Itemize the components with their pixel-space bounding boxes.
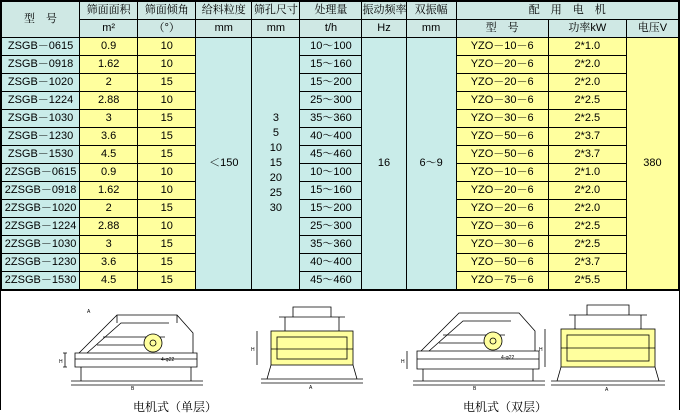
cell-screen-area: 2.88 <box>80 92 138 110</box>
header-amplitude: 双振幅 <box>406 2 456 20</box>
svg-text:4-φ22: 4-φ22 <box>161 357 175 363</box>
svg-text:H: H <box>401 359 405 365</box>
cell-motor-power: 2*3.7 <box>548 146 626 164</box>
cell-model: ZSGB－1224 <box>2 92 80 110</box>
svg-text:4-φ22: 4-φ22 <box>501 355 515 361</box>
cell-motor-power: 2*2.5 <box>548 218 626 236</box>
cell-model: ZSGB－1530 <box>2 146 80 164</box>
cell-motor-model: YZO－30－6 <box>456 236 548 254</box>
table-row <box>2 182 679 200</box>
caption-double-layer: 电机式（双层） <box>462 400 547 414</box>
cell-motor-model: YZO－30－6 <box>456 92 548 110</box>
cell-screen-angle: 15 <box>138 272 196 290</box>
cell-screen-angle: 10 <box>138 218 196 236</box>
header-capacity: 处理量 <box>300 2 362 20</box>
cell-screen-angle: 10 <box>138 164 196 182</box>
table-row <box>2 254 679 272</box>
svg-text:H: H <box>251 347 255 353</box>
table-row <box>2 110 679 128</box>
cell-capacity: 45～460 <box>300 272 362 290</box>
header-motor-model: 型 号 <box>456 20 548 38</box>
cell-screen-area: 3.6 <box>80 254 138 272</box>
figure-double-layer-front <box>531 293 680 391</box>
cell-motor-power: 2*2.0 <box>548 200 626 218</box>
cell-model: 2ZSGB－1224 <box>2 218 80 236</box>
cell-screen-angle: 15 <box>138 110 196 128</box>
cell-capacity: 15～200 <box>300 200 362 218</box>
svg-text:A: A <box>309 385 313 391</box>
cell-model: ZSGB－1020 <box>2 74 80 92</box>
header-motor-power: 功率kW <box>548 20 626 38</box>
cell-motor-model: YZO－30－6 <box>456 218 548 236</box>
cell-screen-area: 1.62 <box>80 56 138 74</box>
cell-screen-area: 2.88 <box>80 218 138 236</box>
header-motor-group: 配 用 电 机 <box>456 2 678 20</box>
cell-model: 2ZSGB－1230 <box>2 254 80 272</box>
cell-screen-area: 2 <box>80 74 138 92</box>
header-vib-freq: 振动频率 <box>362 2 406 20</box>
cell-motor-model: YZO－30－6 <box>456 110 548 128</box>
cell-capacity: 15～200 <box>300 74 362 92</box>
cell-motor-model: YZO－50－6 <box>456 146 548 164</box>
cell-motor-power: 2*5.5 <box>548 272 626 290</box>
header-model: 型 号 <box>2 2 80 38</box>
header-screen-angle: 筛面倾角 <box>138 2 196 20</box>
cell-motor-model: YZO－10－6 <box>456 38 548 56</box>
cell-screen-area: 2 <box>80 200 138 218</box>
cell-motor-power: 2*3.7 <box>548 128 626 146</box>
cell-motor-model: YZO－20－6 <box>456 200 548 218</box>
svg-text:B: B <box>473 386 477 391</box>
cell-feed-size: ＜150 <box>196 38 252 290</box>
cell-motor-power: 2*1.0 <box>548 38 626 56</box>
cell-model: 2ZSGB－1030 <box>2 236 80 254</box>
cell-motor-power: 2*2.5 <box>548 236 626 254</box>
cell-capacity: 35～360 <box>300 236 362 254</box>
cell-capacity: 15～160 <box>300 56 362 74</box>
cell-screen-area: 3 <box>80 110 138 128</box>
table-row <box>2 38 679 56</box>
cell-amplitude: 6～9 <box>406 38 456 290</box>
cell-motor-power: 2*2.0 <box>548 56 626 74</box>
table-row <box>2 272 679 290</box>
cell-motor-power: 2*2.0 <box>548 182 626 200</box>
cell-model: ZSGB－0918 <box>2 56 80 74</box>
cell-capacity: 15～160 <box>300 182 362 200</box>
cell-motor-power: 2*2.0 <box>548 74 626 92</box>
cell-capacity: 25～300 <box>300 92 362 110</box>
specification-table <box>1 1 679 290</box>
unit-screen-angle: （°） <box>138 20 196 38</box>
cell-mesh-size: 3 5 10 15 20 25 30 <box>252 38 300 290</box>
cell-capacity: 10～100 <box>300 164 362 182</box>
cell-screen-angle: 10 <box>138 38 196 56</box>
cell-motor-model: YZO－10－6 <box>456 164 548 182</box>
cell-capacity: 45～460 <box>300 146 362 164</box>
header-voltage: 电压V <box>626 20 678 38</box>
cell-model: ZSGB－1230 <box>2 128 80 146</box>
unit-capacity: t/h <box>300 20 362 38</box>
cell-model: 2ZSGB－0918 <box>2 182 80 200</box>
table-body <box>2 38 679 290</box>
unit-mesh-size: mm <box>252 20 300 38</box>
cell-motor-power: 2*3.7 <box>548 254 626 272</box>
svg-text:A: A <box>605 387 609 391</box>
cell-motor-model: YZO－20－6 <box>456 74 548 92</box>
cell-motor-model: YZO－20－6 <box>456 56 548 74</box>
drawings-panel <box>1 290 679 419</box>
cell-model: ZSGB－0615 <box>2 38 80 56</box>
cell-screen-angle: 10 <box>138 92 196 110</box>
cell-screen-area: 0.9 <box>80 164 138 182</box>
header-feed-size: 给料粒度 <box>196 2 252 20</box>
cell-motor-model: YZO－50－6 <box>456 128 548 146</box>
cell-screen-angle: 15 <box>138 200 196 218</box>
cell-motor-power: 2*2.5 <box>548 92 626 110</box>
cell-vib-freq: 16 <box>362 38 406 290</box>
cell-capacity: 40～400 <box>300 128 362 146</box>
cell-screen-angle: 10 <box>138 56 196 74</box>
cell-model: ZSGB－1030 <box>2 110 80 128</box>
table-row <box>2 146 679 164</box>
cell-screen-angle: 10 <box>138 182 196 200</box>
cell-capacity: 25～300 <box>300 218 362 236</box>
cell-motor-power: 2*1.0 <box>548 164 626 182</box>
cell-model: 2ZSGB－1020 <box>2 200 80 218</box>
cell-capacity: 35～360 <box>300 110 362 128</box>
table-row <box>2 236 679 254</box>
svg-text:A: A <box>87 309 91 315</box>
cell-screen-angle: 15 <box>138 254 196 272</box>
cell-screen-area: 4.5 <box>80 272 138 290</box>
cell-screen-angle: 15 <box>138 236 196 254</box>
table-row <box>2 56 679 74</box>
cell-model: 2ZSGB－0615 <box>2 164 80 182</box>
table-row <box>2 74 679 92</box>
unit-screen-area: m² <box>80 20 138 38</box>
cell-screen-area: 1.62 <box>80 182 138 200</box>
svg-text:B: B <box>131 386 135 391</box>
unit-feed-size: mm <box>196 20 252 38</box>
cell-capacity: 10～100 <box>300 38 362 56</box>
table-header-row-1 <box>2 2 679 20</box>
table-row <box>2 164 679 182</box>
header-screen-area: 筛面面积 <box>80 2 138 20</box>
figure-single-layer-front <box>233 293 391 391</box>
unit-vib-freq: Hz <box>362 20 406 38</box>
table-row <box>2 218 679 236</box>
cell-voltage: 380 <box>626 38 678 290</box>
cell-motor-model: YZO－20－6 <box>456 182 548 200</box>
table-row <box>2 128 679 146</box>
caption-single-layer: 电机式（单层） <box>132 400 217 414</box>
cell-screen-area: 0.9 <box>80 38 138 56</box>
cell-capacity: 40～400 <box>300 254 362 272</box>
svg-text:H: H <box>59 359 63 365</box>
cell-motor-model: YZO－50－6 <box>456 254 548 272</box>
svg-text:H: H <box>539 347 543 353</box>
figure-single-layer-side <box>57 293 215 391</box>
cell-screen-angle: 15 <box>138 128 196 146</box>
cell-screen-area: 3.6 <box>80 128 138 146</box>
table-header-row-2 <box>2 20 679 38</box>
cell-motor-model: YZO－75－6 <box>456 272 548 290</box>
table-row <box>2 92 679 110</box>
cell-model: 2ZSGB－1530 <box>2 272 80 290</box>
cell-screen-angle: 15 <box>138 146 196 164</box>
table-row <box>2 200 679 218</box>
cell-screen-angle: 15 <box>138 74 196 92</box>
unit-amplitude: mm <box>406 20 456 38</box>
header-mesh-size: 筛孔尺寸 <box>252 2 300 20</box>
cell-screen-area: 3 <box>80 236 138 254</box>
cell-screen-area: 4.5 <box>80 146 138 164</box>
cell-motor-power: 2*2.5 <box>548 110 626 128</box>
